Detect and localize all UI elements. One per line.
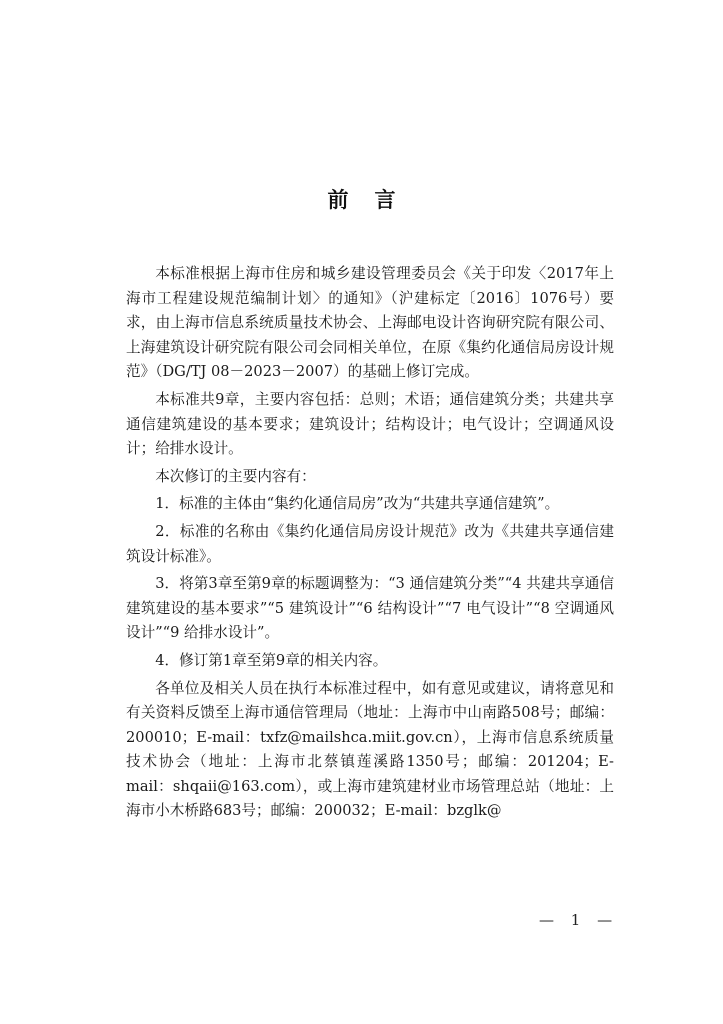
paragraph-revision-intro: 本次修订的主要内容有： <box>155 467 316 485</box>
paragraph-revision-item-4: 4．修订第1章至第9章的相关内容。 <box>155 651 388 669</box>
paragraph-feedback: 各单位及相关人员在执行本标准过程中，如有意见或建议，请将意见和有关资料反馈至上海市通信管理局（地址：上海市中山南路508号；邮编：200010；E-mail：txfz@mailshca.miit.gov.cn），上海市信息系统质量技术协会（地址：上海市北蔡镇莲溪路1350号；邮编：201204；E-mail：shqaii@163.com），或上海市建筑建材业市场管理总站（地址：上海市小木桥路683号；邮编：200032；E-mail：bzglk@ <box>126 679 614 820</box>
paragraph-contents: 本标准共9章，主要内容包括：总则；术语；通信建筑分类；共建共享通信建筑建设的基本要求；建筑设计；结构设计；电气设计；空调通风设计；给排水设计。 <box>126 390 614 458</box>
page-number: — 1 — <box>539 911 619 929</box>
paragraph-revision-item-2: 2．标准的名称由《集约化通信局房设计规范》改为《共建共享通信建筑设计标准》。 <box>126 522 614 565</box>
body-text <box>126 262 614 827</box>
paragraph-background: 本标准根据上海市住房和城乡建设管理委员会《关于印发〈2017年上海市工程建设规范编制计划〉的通知》（沪建标定〔2016〕1076号）要求，由上海市信息系统质量技术协会、上海邮电设计咨询研究院有限公司、上海建筑设计研究院有限公司会同相关单位，在原《集约化通信局房设计规范》（DG/TJ 08－2023－2007）的基础上修订完成。 <box>126 265 614 381</box>
paragraph-revision-item-3: 3．将第3章至第9章的标题调整为：“3 通信建筑分类”“4 共建共享通信建筑建设的基本要求”“5 建筑设计”“6 结构设计”“7 电气设计”“8 空调通风设计”“9 给排水设计”。 <box>126 575 614 642</box>
paragraph-revision-item-1: 1．标准的主体由“集约化通信局房”改为“共建共享通信建筑”。 <box>155 495 560 513</box>
page-title: 前言 <box>327 188 422 212</box>
